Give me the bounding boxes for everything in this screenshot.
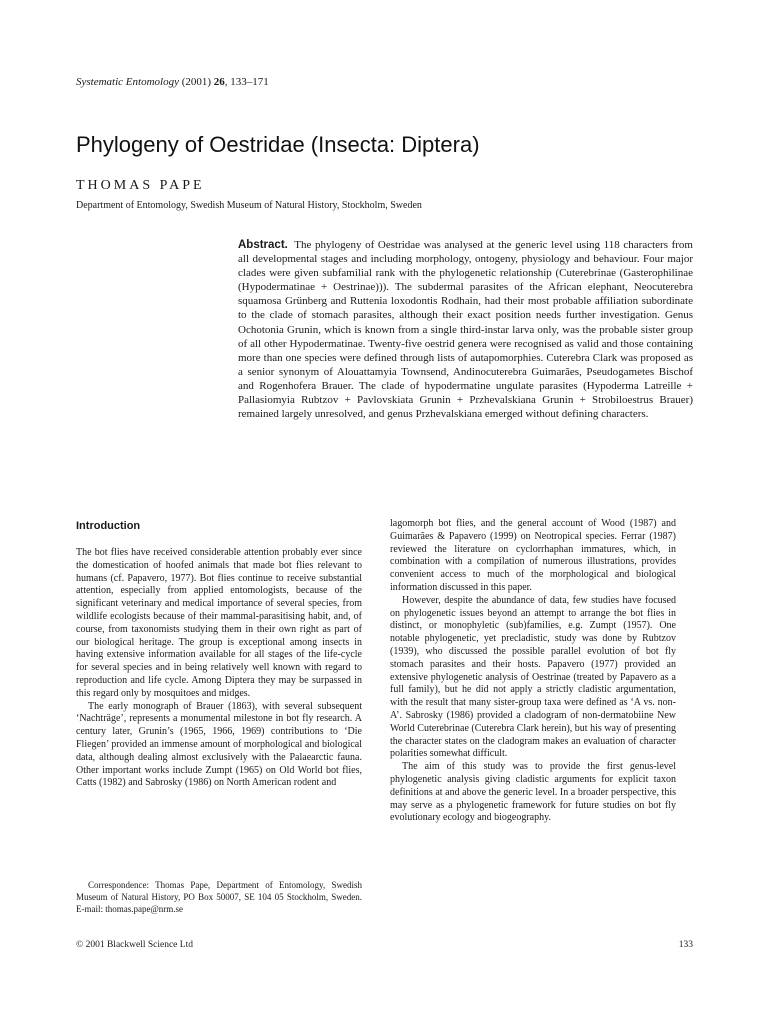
section-heading-introduction: Introduction [76, 520, 141, 532]
paper-title: Phylogeny of Oestridae (Insecta: Diptera) [76, 132, 480, 157]
journal-citation [76, 76, 269, 88]
abstract-label: Abstract. [238, 239, 288, 251]
copyright-notice: © 2001 Blackwell Science Ltd [76, 940, 193, 950]
paragraph: lagomorph bot flies, and the general account of Wood (1987) and Guimarães & Papavero (1999) on Neotropical species. Ferrar (1987) reviewed the literature on cyclorrhaphan immatures, which, in combination with a compilation of numerous illustrations, provides convenient access to much of the morphological and biological information discussed in this paper. [390, 518, 676, 593]
author-name: THOMAS PAPE [76, 178, 205, 193]
paragraph: The early monograph of Brauer (1863), with several subsequent ‘Nachträge’, represents a monumental milestone in bot fly research. A century later, Grunin’s (1965, 1966, 1969) contributions to ‘Die Fliegen’ provided an immense amount of morphological and biological data, although dealing almost exclusively with the Palaearctic fauna. Other important works include Zumpt (1965) on Old World bot flies, Catts (1982) and Sabrosky (1986) on North American rodent and [76, 700, 362, 789]
journal-year: (2001) [181, 76, 212, 88]
right-column [390, 518, 676, 825]
paragraph: However, despite the abundance of data, few studies have focused on phylogenetic issues beyond an attempt to arrange the bot flies in distinct, or monophyletic (sub)families, e.g. Zumpt (1957). One notable phylogenetic, yet precladistic, study was done by Rubtzov (1939), who discussed the possible parallel evolution of bot fly stomach parasites and their hosts. Papavero (1977) provided an extensive phylogenetic analysis of Oestrinae (treated by Papavero as a full family), but he did not apply a strictly cladistic argumentation, with the result that many sister-group taxa were defined as ‘A vs. non-A’. Sabrosky (1986) provided a cladogram of non-dermatobiine New World Cuterebrinae (Cuterebra Clark herein), but his way of presenting the character states on the cladogram makes an evaluation of character polarities somewhat difficult. [390, 594, 676, 760]
abstract-text: The phylogeny of Oestridae was analysed at the generic level using 118 characters from all developmental stages and including morphology, ontogeny, physiology and behaviour. Four major clades were given subfamilial rank with the phylogenetic relationship (Cuterebrinae (Gasterophilinae (Hypodermatinae + Oestrinae))). The subdermal parasites of the African elephant, Neocuterebra squamosa Grünberg and Ruttenia loxodontis Rodhain, had their most probable affiliation subordinate to the clade of stomach parasites, although their exact position needs further investigation. Genus Ochotonia Grunin, which is known from a single third-instar larva only, was the probable sister group of all other Hypodermatinae. Twenty-five oestrid genera were recognised as valid and those containing more than one species were defined through lists of autapomorphies. Cuterebra Clark was proposed as a senior synonym of Alouattamyia Townsend, Andinocuterebra Guimarães, Pseudogametes Bischof and Rogenhofera Brauer. The clade of hypodermatine ungulate parasites (Hypoderma Latreille + Pallasiomyia Rubtzov + Pavlovskiata Grunin + Przhevalskiana Grunin + Strobiloestrus Brauer) remained largely unresolved, and genus Przhevalskiana emerged without defining characters. [238, 239, 693, 421]
left-column [76, 547, 362, 790]
journal-name: Systematic Entomology [76, 76, 179, 88]
journal-volume: 26 [213, 76, 225, 88]
author-affiliation: Department of Entomology, Swedish Museum of Natural History, Stockholm, Sweden [76, 200, 422, 211]
paragraph: The bot flies have received considerable attention probably ever since the domestication of hoofed animals that made bot flies relevant to humans (cf. Papavero, 1977). Bot flies continue to receive substantial attention, especially from applied entomologists, because of the significant veterinary and medical importance of several species, from wildlife ecologists because of their mammal-parasitising habit, and, of course, from taxonomists studying them in their own right as part of our biological heritage. The group is exceptional among insects in having extensive information available for all stages of the life-cycle for several species and in being relatively well known with regard to reproduction and life cycle. Among Diptera they may be surpassed in this regard only by mosquitoes and midges. [76, 547, 362, 699]
correspondence-footnote: Correspondence: Thomas Pape, Department of Entomology, Swedish Museum of Natural History, PO Box 50007, SE 104 05 Stockholm, Sweden. E-mail: thomas.pape@nrm.se [76, 880, 362, 914]
abstract [238, 238, 693, 421]
paragraph: The aim of this study was to provide the first genus-level phylogenetic analysis giving cladistic arguments for explicit taxon definitions at and above the generic level. In a broader perspective, this may serve as a phylogenetic framework for future studies on bot fly evolutionary ecology and biogeography. [390, 761, 676, 824]
journal-pages: , 133–171 [224, 76, 269, 88]
page-number: 133 [678, 940, 693, 950]
